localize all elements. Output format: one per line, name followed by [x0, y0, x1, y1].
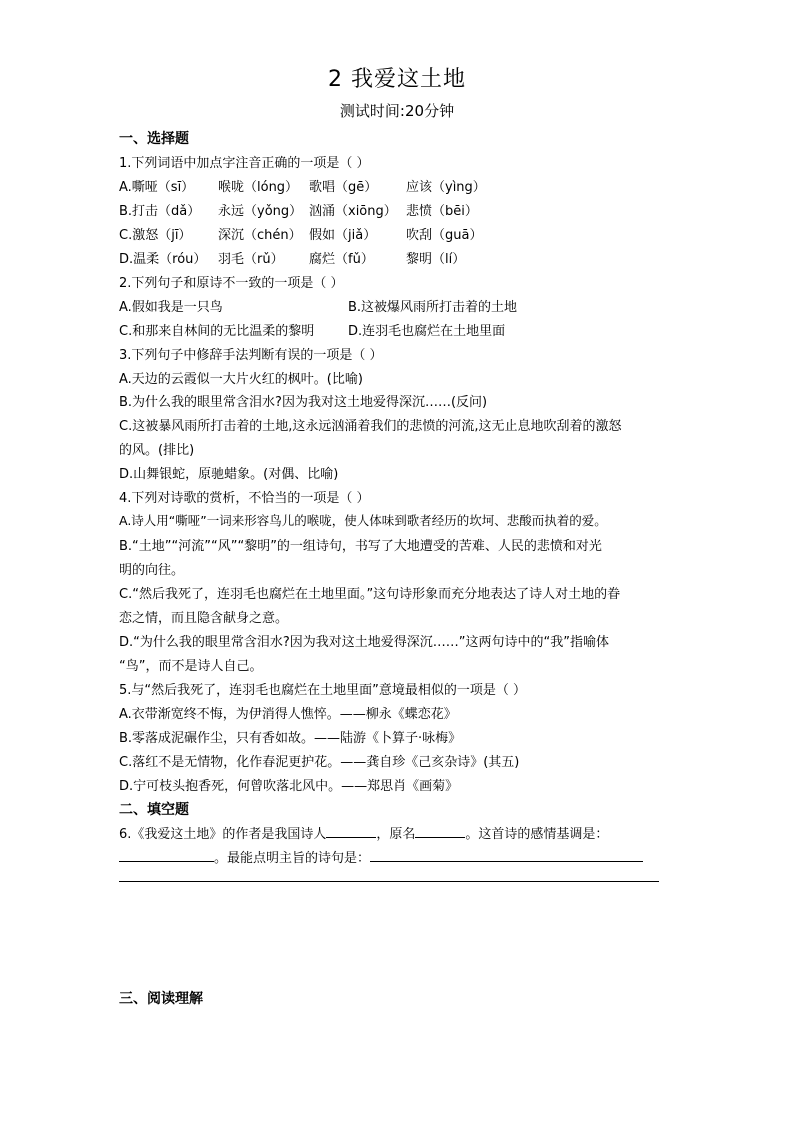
q3-option-c-line1: C.这被暴风雨所打击着的土地,这永远汹涌着我们的悲愤的河流,这无止息地吹刮着的激怒 [119, 419, 622, 434]
question-1-stem: 1.下列词语中加点字注音正确的一项是（ ） [119, 156, 370, 171]
test-time: 测试时间:20分钟 [339, 102, 455, 120]
q1-option-d-1: D.温柔（róu） [119, 252, 207, 267]
q6-text-part3: 。这首诗的感情基调是： [465, 827, 609, 842]
q4-option-c-line2: 恋之情，而且隐含献身之意。 [119, 611, 289, 626]
q6-blank-theme-line[interactable] [370, 847, 643, 862]
q5-option-d: D.宁可枝头抱香死，何曾吹落北风中。——郑思肖《画菊》 [119, 779, 459, 794]
q4-option-d-line1: D.“为什么我的眼里常含泪水?因为我对这土地爱得深沉……”这两句诗中的“我”指喻体 [119, 635, 609, 650]
q4-option-b-line1: B.“土地”“河流”“风”“黎明”的一组诗句，书写了大地遭受的苦难、人民的悲愤和对光 [119, 539, 602, 554]
page-title: 2 我爱这土地 [328, 67, 466, 92]
question-2-stem: 2.下列句子和原诗不一致的一项是（ ） [119, 276, 344, 291]
q5-option-c: C.落红不是无情物，化作春泥更护花。——龚自珍《己亥杂诗》(其五) [119, 755, 520, 770]
q5-option-b: B.零落成泥碾作尘，只有香如故。——陆游《卜算子·咏梅》 [119, 731, 462, 746]
q3-option-a: A.天边的云霞似一大片火红的枫叶。(比喻) [119, 372, 363, 387]
q1-option-d-3: 腐烂（fǔ） [309, 252, 374, 267]
q2-option-b: B.这被爆风雨所打击着的土地 [348, 300, 518, 315]
q1-option-b-4: 悲愤（bēi） [406, 204, 478, 219]
question-3-stem: 3.下列句子中修辞手法判断有误的一项是（ ） [119, 348, 383, 363]
q1-option-d-2: 羽毛（rǔ） [218, 252, 284, 267]
q2-option-d: D.连羽毛也腐烂在土地里面 [348, 324, 506, 339]
q6-answer-line[interactable] [119, 881, 659, 882]
question-6-line1 [119, 823, 608, 842]
question-6-line2 [119, 847, 643, 866]
q1-option-b-1: B.打击（dǎ） [119, 204, 201, 219]
q2-option-a: A.假如我是一只鸟 [119, 300, 223, 315]
q4-option-c-line1: C.“然后我死了，连羽毛也腐烂在土地里面。”这句诗形象而充分地表达了诗人对土地的眷 [119, 587, 621, 602]
q1-option-c-2: 深沉（chén） [218, 228, 302, 243]
question-4-stem: 4.下列对诗歌的赏析，不恰当的一项是（ ） [119, 491, 370, 506]
q6-text-part2: ，原名 [376, 827, 416, 842]
q1-option-d-4: 黎明（lí） [406, 252, 466, 267]
q1-option-c-4: 吹刮（guā） [406, 228, 483, 243]
q6-blank-original-name[interactable] [415, 823, 465, 838]
question-5-stem: 5.与“然后我死了，连羽毛也腐烂在土地里面”意境最相似的一项是（ ） [119, 683, 527, 698]
q4-option-d-line2: “鸟”，而不是诗人自己。 [119, 659, 263, 674]
q1-option-a-1: A.嘶哑（sī） [119, 180, 195, 195]
q1-option-b-2: 永远（yǒng） [218, 204, 303, 219]
section-heading-fill: 二、填空题 [119, 802, 189, 818]
section-heading-choice: 一、选择题 [119, 131, 189, 147]
q6-text-part1: 6.《我爱这土地》的作者是我国诗人 [119, 827, 327, 842]
q6-blank-poet[interactable] [326, 823, 376, 838]
q1-option-c-3: 假如（jiǎ） [309, 228, 377, 243]
q5-option-a: A.衣带渐宽终不悔，为伊消得人憔悴。——柳永《蝶恋花》 [119, 707, 457, 722]
q6-text-part4: 。最能点明主旨的诗句是： [214, 851, 371, 866]
q3-option-d: D.山舞银蛇，原驰蜡象。(对偶、比喻) [119, 467, 339, 482]
q4-option-b-line2: 明的向往。 [119, 563, 185, 578]
q1-option-a-2: 喉咙（lóng） [218, 180, 299, 195]
q6-blank-tone[interactable] [119, 847, 214, 862]
q2-option-c: C.和那来自林间的无比温柔的黎明 [119, 324, 315, 339]
q1-option-a-3: 歌唱（gē） [309, 180, 378, 195]
q1-option-a-4: 应该（yìng） [406, 180, 486, 195]
q4-option-a: A.诗人用“嘶哑”一词来形容鸟儿的喉咙，使人体味到歌者经历的坎坷、悲酸而执着的爱。 [119, 513, 607, 528]
q3-option-b: B.为什么我的眼里常含泪水?因为我对这土地爱得深沉……(反问) [119, 395, 488, 410]
section-heading-reading: 三、阅读理解 [119, 991, 203, 1007]
q1-option-b-3: 汹涌（xiōng） [309, 204, 397, 219]
q1-option-c-1: C.激怒（jī） [119, 228, 192, 243]
q3-option-c-line2: 的风。(排比) [119, 443, 195, 458]
